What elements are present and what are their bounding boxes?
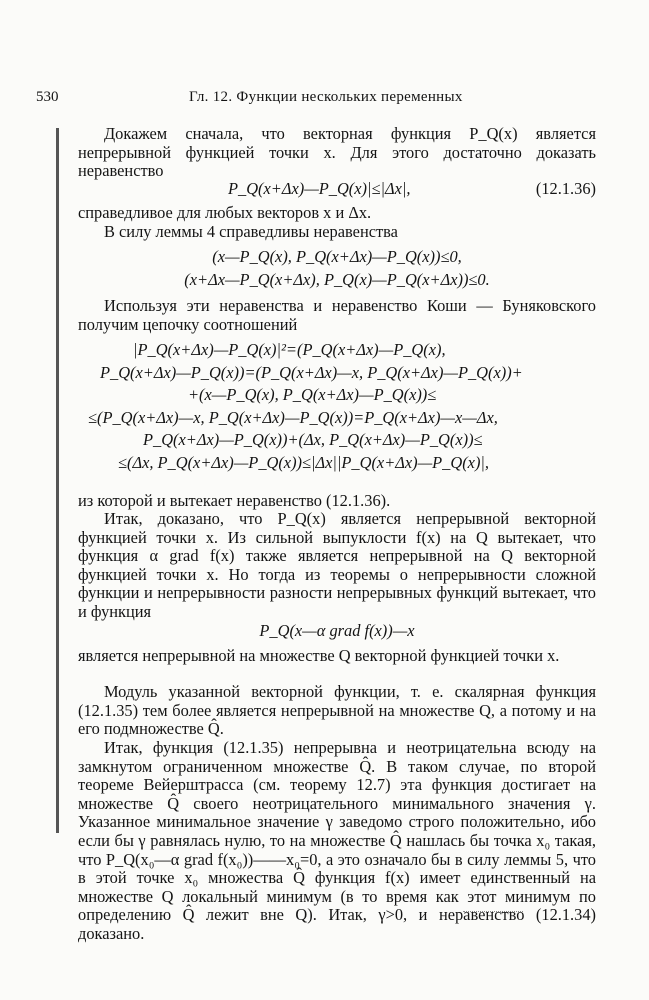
inequalities-block (78, 248, 596, 289)
chain-line-1: |P_Q(x+Δx)—P_Q(x)|²=(P_Q(x+Δx)—P_Q(x), (133, 340, 446, 359)
chain-line-3: +(x—P_Q(x), P_Q(x+Δx)—P_Q(x))≤ (188, 385, 437, 405)
chain-line-2: P_Q(x+Δx)—P_Q(x))=(P_Q(x+Δx)—x, P_Q(x+Δx)—P_Q(x))+ (100, 362, 523, 382)
equation-1-number: (12.1.36) (535, 179, 596, 198)
chain-line-6: ≤(Δx, P_Q(x+Δx)—P_Q(x))≤|Δx||P_Q(x+Δx)—P_Q(x)|, (118, 452, 490, 472)
paragraph-8: Модуль указанной векторной функции, т. е. скалярная функция (12.1.35) тем более является непрерывной на множестве Q, а потому и на его подмножестве Q̂. (78, 682, 596, 739)
paragraph-2-block (78, 204, 596, 241)
inequality-line-1: (x—P_Q(x), P_Q(x+Δx)—P_Q(x))≤0, (212, 247, 462, 266)
scan-margin-line (56, 128, 59, 833)
paragraph-1: Докажем сначала, что векторная функция P_Q(x) является непрерывной функцией точки x. Для этого достаточно доказать неравенство (78, 124, 596, 181)
equation-3-block (78, 622, 596, 641)
chain-line-5: P_Q(x+Δx)—P_Q(x))+(Δx, P_Q(x+Δx)—P_Q(x))≤ (143, 430, 483, 450)
equation-1: P_Q(x+Δx)—P_Q(x)|≤|Δx|, (228, 179, 411, 198)
paragraph-8-block (78, 683, 596, 739)
page-number: 530 (36, 89, 59, 105)
paragraph-9: Итак, функция (12.1.35) непрерывна и неотрицательна всюду на замкнутом ограниченном множестве Q̂. В таком случае, по второй теореме Вейерштрасса (см. теорему 12.7) эта функция достигает на множестве Q̂ своего неотрицательного минимального значения γ. Указанное минимальное значение γ заведомо строго положительно, ибо если бы γ равнялась нулю, то на множестве Q̂ нашлась бы точка x₀ такая, что P_Q(x₀—α grad f(x₀))——x₀=0, а это означало бы в силу леммы 5, что в этой точке x₀ множества Q̂ функция f(x) имеет единственный на множестве Q локальный минимум (в то время как этот минимум по определению Q̂ лежит вне Q). Итак, γ>0, и неравенство (12.1.34) доказано. (78, 738, 596, 943)
running-title: Гл. 12. Функции нескольких переменных (189, 89, 463, 105)
equation-12-1-36 (78, 180, 596, 199)
paragraph-4-block (78, 297, 596, 334)
paragraph-6: Итак, доказано, что P_Q(x) является непрерывной векторной функцией точки x. Из сильной выпуклости f(x) на Q вытекает, что функция α grad f(x) также является непрерывной на Q векторной функцией точки x. Но тогда из теоремы о непрерывности сложной функции и непрерывности разности непрерывных функций вытекает, что и функция (78, 509, 596, 621)
chain-line-4: ≤(P_Q(x+Δx)—x, P_Q(x+Δx)—P_Q(x))=P_Q(x+Δx)—x—Δx, (88, 407, 498, 427)
paragraph-2: справедливое для любых векторов x и Δx. (78, 203, 372, 222)
paragraph-5-block (78, 492, 596, 511)
paragraph-6-block (78, 510, 596, 622)
paragraph-5: из которой и вытекает неравенство (12.1.36). (78, 491, 391, 510)
paragraph-3: В силу леммы 4 справедливы неравенства (104, 221, 398, 241)
paragraph-7: является непрерывной на множестве Q векторной функцией точки x. (78, 646, 560, 665)
inequality-line-2: (x+Δx—P_Q(x+Δx), P_Q(x)—P_Q(x+Δx))≤0. (184, 269, 490, 289)
print-mark (463, 911, 523, 914)
chain-block (78, 341, 596, 473)
paragraph-1-block (78, 125, 596, 181)
paragraph-7-block (78, 647, 596, 666)
paragraph-4: Используя эти неравенства и неравенство Коши — Буняковского получим цепочку соотношений (78, 296, 596, 334)
equation-3: P_Q(x—α grad f(x))—x (259, 621, 415, 640)
